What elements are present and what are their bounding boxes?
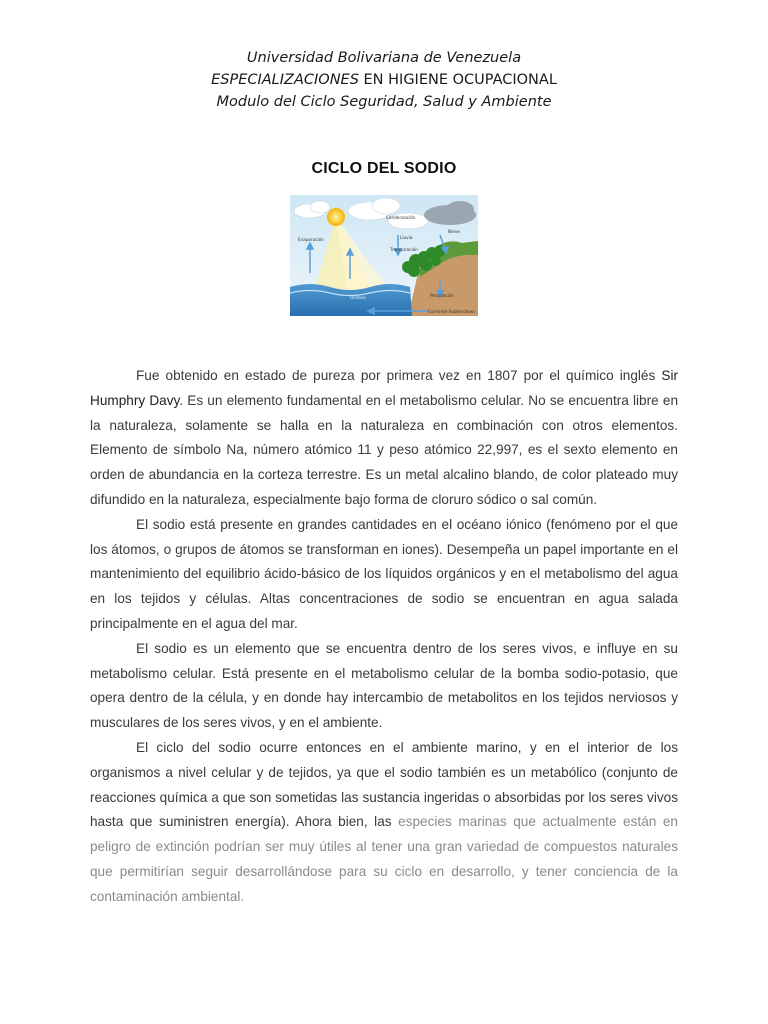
university-name: Universidad Bolivariana de Venezuela <box>246 50 522 66</box>
specialization-mid: EN HIGIENE <box>358 72 453 88</box>
davy-link[interactable]: Sir Humphry Davy <box>90 368 678 408</box>
label-evaporacion: Evaporación <box>298 237 324 242</box>
paragraph-3: El sodio es un elemento que se encuentra dentro de los seres vivos, e influye en su metabolismo celular. Está presente en el metabolismo celular de la bomba sodio-potasio, que opera dentro de la célula, y en donde hay intercambio de metabolitos en los tejidos nerviosos y musculares de los seres vivos, y en el ambiente. <box>90 640 678 731</box>
paragraph-1 <box>90 364 678 513</box>
paragraph-4-muted-text: especies marinas que actualmente están en peligro de extinción podrían ser muy útiles al tener una gran variedad de compuestos naturales que permitirían seguir desarrollándose para su ciclo en desarrollo, y tener conciencia de la contaminación ambiental. <box>90 814 678 904</box>
label-corriente: Corriente Subterránea <box>428 309 475 314</box>
paragraph-1-text-cont: . Es un elemento fundamental en el metabolismo celular. No se encuentra libre en la naturaleza, solamente se halla en la naturaleza en combinación con otros elementos. Elemento de símbolo Na, número atómico 11 y peso atómico 22,997, es el sexto elemento en orden de abundancia en la corteza terrestre. Es un metal alcalino blando, de color plateado muy difundido en la naturaleza, especialmente bajo forma de cloruro sódico o sal común. <box>90 392 679 507</box>
specialization-line <box>0 69 768 91</box>
label-oceano: Océano <box>350 295 366 300</box>
label-transpiracion: Transpiración <box>390 247 418 252</box>
paragraph-2: El sodio está presente en grandes cantidades en el océano iónico (fenómeno por el que los átomos, o grupos de átomos se transforman en iones). Desempeña un papel importante en el mantenimiento del equilibrio ácido-básico de los líquidos orgánicos y en el metabolismo del agua en los tejidos y células. Altas concentraciones de sodio se encuentran en agua salada principalmente en el agua del mar. <box>90 516 678 631</box>
label-condensacion: Condensación <box>386 215 416 220</box>
label-lluvia: Lluvia <box>400 235 413 240</box>
label-nieve: Nieve <box>448 229 460 234</box>
paragraph-4 <box>90 736 678 910</box>
sun-icon <box>327 208 345 226</box>
module-name: Modulo del Ciclo Seguridad, Salud y Ambiente <box>216 94 552 110</box>
document-header <box>0 47 768 113</box>
document-title: CICLO DEL SODIO <box>311 160 457 177</box>
water-cycle-illustration <box>290 195 478 316</box>
label-percolacion: Percolación <box>430 293 454 298</box>
document-body <box>90 364 678 910</box>
paragraph-1-text: Fue obtenido en estado de pureza por primera vez en 1807 por el químico inglés <box>136 368 662 383</box>
paragraph-4-text: El ciclo del sodio ocurre entonces en el ambiente marino, y en el interior de los organismos a nivel celular y de tejidos, ya que el sodio también es un metabólico (conjunto de reacciones química a que son sometidas las sustancia ingeridas o absorbidas por los seres vivos hasta que suministren energía). Ahora bien, las <box>90 739 678 830</box>
specialization-word: ESPECIALIZACIONES <box>211 72 359 88</box>
specialization-end: OCUPACIONAL <box>452 72 557 88</box>
